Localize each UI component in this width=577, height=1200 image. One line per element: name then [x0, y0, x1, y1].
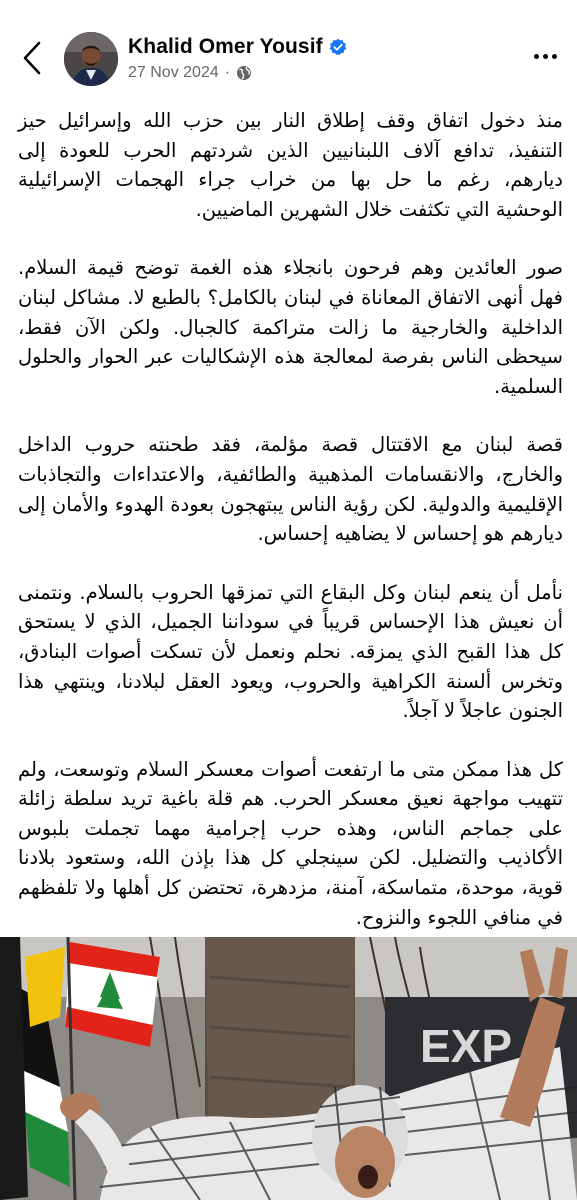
author-row — [128, 34, 347, 60]
chevron-left-icon — [22, 41, 42, 75]
more-options-button[interactable] — [527, 44, 563, 68]
post-paragraph: صور العائدين وهم فرحون بانجلاء هذه الغمة توضح قيمة السلام. فهل أنهى الاتفاق المعاناة في لبنان بالكامل؟ بالطبع لا. مشاكل لبنان الداخلية والخارجية ما زالت متراكمة كالجبال. ولكن الآن فقط، سيحظى الناس بفرصة لمعالجة هذه الإشكاليات عبر الحوار والحلول السلمية. — [18, 256, 563, 398]
dot — [543, 54, 548, 59]
post-paragraph: نأمل أن ينعم لبنان وكل البقاع التي تمزقها الحروب بالسلام. ونتمنى أن نعيش هذا الإحساس قريباً في سوداننا الجميل، الذي لا يستحق كل هذا القبح الذي يمزقه. نحلم ونعمل لأن تسكت أصوات البنادق، وتخرس ألسنة الكراهية والحروب، ويعود العقل لبلادنا، وينتهي هذا الجنون عاجلاً لا آجلاً. — [18, 580, 563, 723]
sign-text: EXP — [420, 1020, 513, 1072]
meta-separator: · — [224, 64, 231, 81]
post-text — [18, 106, 563, 961]
back-button[interactable] — [14, 38, 50, 78]
post-meta — [128, 63, 252, 83]
post-header — [0, 0, 577, 110]
globe-icon — [236, 65, 252, 81]
avatar[interactable] — [64, 32, 118, 86]
verified-badge-icon — [329, 38, 347, 56]
post-paragraph: قصة لبنان مع الاقتتال قصة مؤلمة، فقد طحنته حروب الداخل والخارج، والانقسامات المذهبية والطائفية، والاعتداءات والتجاذبات الإقليمية والدولية. لكن رؤية الناس يبتهجون بعودة الهدوء والأمان إلى ديارهم هو إحساس لا يضاهيه إحساس. — [18, 433, 563, 546]
dot — [552, 54, 557, 59]
post-date[interactable]: 27 Nov 2024 — [128, 64, 219, 81]
avatar-photo — [64, 32, 118, 86]
post-photo[interactable] — [0, 937, 577, 1200]
photo-celebration — [0, 937, 577, 1200]
author-name[interactable]: Khalid Omer Yousif — [128, 35, 323, 58]
post-paragraph: منذ دخول اتفاق وقف إطلاق النار بين حزب الله وإسرائيل حيز التنفيذ، تدافع آلاف اللبنانيين الذين شردتهم الحرب للعودة إلى ديارهم، رغم ما حل بها من خراب جراء الهجمات الإسرائيلية الوحشية التي تكثفت خلال الشهرين الماضيين. — [18, 109, 563, 221]
yellow-flag — [25, 947, 65, 1027]
dot — [534, 54, 539, 59]
post-paragraph: كل هذا ممكن متى ما ارتفعت أصوات معسكر السلام وتوسعت، ولم تتهيب مواجهة نعيق معسكر الحرب. هم قلة باغية تريد سلطة زائلة على جماجم الناس، وهذه حرب إجرامية مهما تجملت بلبوس الأكاذيب والتضليل. لكن سينجلي كل هذا بإذن الله، وستعود بلادنا قوية، موحدة، متماسكة، آمنة، مزدهرة، تحتضن كل أهلها ولا تلفظهم في منافي اللجوء والنزوح. — [18, 757, 563, 929]
